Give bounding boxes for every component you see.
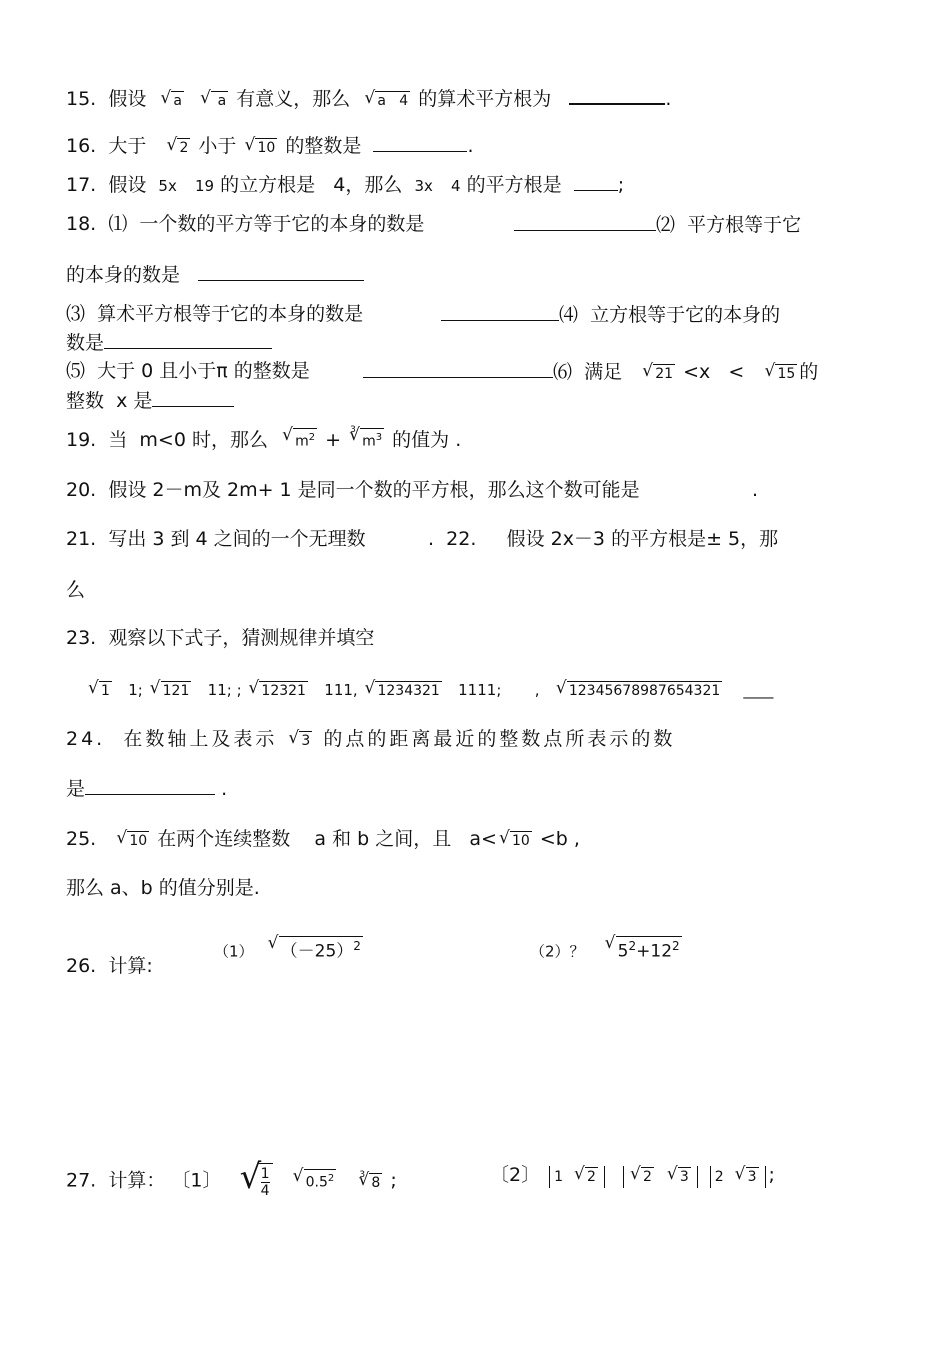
question-text: 的整数是 [285, 135, 362, 157]
punctuation-text: . [752, 479, 759, 501]
question-text: 的点的距离最近的整数点所表示的数 [323, 728, 676, 750]
radicand [304, 1169, 337, 1192]
root-index: √ 3 [359, 1169, 366, 1180]
sqrt-expression [248, 681, 308, 700]
radicand: 21 [655, 366, 674, 382]
radicand-text: a [217, 93, 227, 109]
absolute-value [623, 1166, 698, 1188]
radicand: 10 [129, 833, 148, 849]
radicand: a [173, 93, 183, 109]
question-23-pattern [86, 678, 773, 702]
root-index: √ 3 [350, 425, 356, 436]
radicand [616, 936, 682, 961]
answer-blank[interactable] [569, 85, 665, 105]
question-25 [66, 827, 580, 851]
sqrt-expression [364, 681, 441, 700]
punctuation: ; [617, 174, 625, 196]
part-label: （1） [214, 942, 254, 961]
radicand: 10 [511, 833, 530, 849]
sqrt-expression [605, 936, 682, 961]
radicand: 10 [257, 140, 276, 156]
question-number: 26. [66, 955, 97, 977]
part-label: （2）？ [530, 942, 585, 961]
question-17 [66, 172, 624, 198]
radicand: 2 [586, 1169, 596, 1185]
question-text: 有意义，那么 [236, 88, 351, 110]
radicand-text: m [295, 434, 309, 450]
radicand: 121 [162, 683, 190, 699]
question-text: 观察以下式子，猜测规律并填空 [108, 627, 375, 649]
question-text: 么 [66, 579, 86, 601]
question-text: 的平方根是 [466, 174, 562, 196]
punctuation: . [665, 88, 672, 110]
sqrt-expression [735, 1167, 759, 1186]
answer-blank[interactable] [198, 262, 364, 281]
radicand: 3 [301, 733, 311, 749]
part-label: ⑷ [559, 304, 579, 326]
question-text: 的值为 . [392, 429, 462, 451]
question-text: 的 [799, 361, 819, 383]
absolute-value [710, 1166, 766, 1188]
question-text: 的本身的数是 [66, 264, 181, 286]
question-18-line-5b [363, 359, 818, 384]
punctuation: . [467, 135, 474, 157]
radicand: 2 [642, 1169, 652, 1185]
radicand [258, 1163, 273, 1199]
punctuation: ; [768, 1164, 775, 1186]
question-number: 15. [66, 88, 97, 110]
sqrt-expression [160, 91, 184, 110]
radicand [211, 91, 228, 110]
sqrt-expression [150, 681, 192, 700]
sqrt-expression [282, 428, 317, 451]
radicand: 12345678987654321 [568, 683, 721, 699]
answer-blank[interactable] [373, 133, 467, 152]
question-23 [66, 626, 374, 650]
question-27-part-2 [490, 1163, 775, 1188]
part-label: ⑴ [108, 213, 128, 235]
question-24 [66, 727, 675, 751]
question-text: 大于 [108, 135, 147, 157]
question-number: 27. [66, 1169, 97, 1192]
question-text: 4，那么 [333, 174, 403, 196]
question-text: 平方根等于它 [687, 214, 802, 236]
pattern-value: 1111; [458, 681, 502, 699]
question-number: 16. [66, 135, 97, 157]
punctuation: , [534, 681, 540, 699]
sqrt-expression [288, 731, 312, 750]
question-text: 的算术平方根为 [418, 88, 552, 110]
sqrt-expression [667, 1167, 691, 1186]
question-18-line-3b [441, 302, 780, 327]
exponent: 2 [327, 1172, 335, 1184]
question-text: x 是 [116, 390, 153, 412]
question-text: <b , [539, 828, 580, 850]
question-text: 小于 [198, 135, 237, 157]
sqrt-expression [200, 91, 228, 110]
pattern-value: 111, [324, 681, 358, 699]
answer-blank[interactable] [363, 359, 553, 378]
radicand: 15 [777, 366, 796, 382]
part-label: 〔2〕 [490, 1164, 541, 1186]
radicand [279, 936, 363, 961]
question-26-part-2 [530, 936, 684, 964]
question-24-line-2 [66, 776, 227, 801]
radicand: 3 [679, 1169, 689, 1185]
sqrt-expression [642, 364, 675, 383]
punctuation: . [428, 528, 435, 550]
inequality: < [728, 361, 745, 383]
part-label: 〔1〕 [171, 1169, 222, 1192]
question-text: 假设 2x－3 的平方根是± 5，那 [506, 528, 779, 550]
sqrt-expression [244, 138, 277, 157]
question-text: 当 [108, 429, 128, 451]
question-26-part-1 [214, 936, 365, 964]
answer-blank[interactable] [104, 330, 272, 349]
question-18-line-6 [66, 388, 234, 413]
question-number: 22. [446, 528, 477, 550]
question-text: 在数轴上及表示 [123, 728, 278, 750]
sqrt-expression [268, 936, 363, 961]
question-25-line-2 [66, 876, 260, 900]
question-text: 大于 0 且小于π 的整数是 [97, 360, 310, 382]
abs-term: 2 [714, 1169, 724, 1185]
question-21 [66, 527, 366, 551]
answer-blank[interactable] [514, 212, 656, 231]
answer-blank[interactable]: ____ [743, 681, 774, 699]
exponent: 3 [375, 432, 383, 444]
radicand-text: +12 [636, 941, 673, 962]
expression: 4 [450, 177, 461, 195]
answer-blank[interactable] [85, 776, 215, 795]
expression: 3x [414, 177, 433, 195]
question-20 [66, 478, 640, 502]
question-text: 数是 [66, 332, 105, 354]
question-18-line-4 [66, 330, 272, 355]
question-text: 在两个连续整数 [157, 828, 291, 850]
expression: 19 [194, 177, 215, 195]
question-number: 20. [66, 479, 97, 501]
question-18-line-2 [66, 262, 364, 287]
punctuation: . [221, 778, 228, 800]
sqrt-expression [88, 681, 112, 700]
question-18-line-1b [514, 212, 801, 237]
cbrt-expression [358, 1169, 382, 1192]
radicand [293, 428, 317, 451]
question-text: 算术平方根等于它的本身的数是 [97, 303, 364, 325]
sqrt-fraction [240, 1163, 273, 1199]
exponent: 2 [308, 432, 316, 444]
question-18-line-1 [66, 212, 424, 236]
answer-blank[interactable] [574, 172, 618, 191]
sqrt-expression [574, 1167, 598, 1186]
radicand-text: a [377, 93, 386, 109]
question-number: 25. [66, 828, 97, 850]
question-text: 计算: [108, 955, 153, 977]
question-18-line-3 [66, 302, 363, 326]
question-text: a< [469, 828, 497, 850]
question-text: 写出 3 到 4 之间的一个无理数 [108, 528, 366, 550]
question-text: 一个数的平方等于它的本身的数是 [139, 213, 425, 235]
pattern-value: 11; ; [207, 681, 242, 699]
radicand-text: m [362, 434, 376, 450]
absolute-value [549, 1166, 605, 1188]
sqrt-expression [630, 1167, 654, 1186]
sqrt-expression [499, 831, 532, 850]
pattern-value: 1; [128, 681, 143, 699]
exponent: 2 [353, 939, 361, 953]
answer-blank[interactable] [441, 302, 559, 321]
radicand-text: （－25） [280, 941, 354, 962]
sqrt-expression [364, 91, 410, 110]
question-15 [66, 85, 671, 111]
question-text: 假设 2－m及 2m+ 1 是同一个数的平方根，那么这个数可能是 [108, 479, 640, 501]
question-27 [66, 1163, 397, 1199]
sqrt-expression [293, 1169, 337, 1192]
question-26 [66, 954, 153, 978]
abs-term: 1 [554, 1169, 564, 1185]
radicand [360, 428, 384, 451]
radicand [375, 91, 410, 110]
question-text: 满足 [584, 361, 623, 383]
part-label: ⑹ [553, 361, 573, 383]
numerator: √ 1 [260, 1166, 270, 1182]
question-number: 18. [66, 213, 97, 235]
question-22 [428, 527, 778, 551]
radicand: 1 [101, 683, 110, 699]
radicand: 3 [747, 1169, 757, 1185]
question-text: m<0 时，那么 [139, 429, 268, 451]
fraction [261, 1166, 270, 1199]
sqrt-expression [166, 138, 190, 157]
question-16 [66, 133, 474, 158]
question-19 [66, 425, 462, 452]
question-number: 23. [66, 627, 97, 649]
denominator: 4 [260, 1183, 270, 1199]
sqrt-expression [764, 364, 797, 383]
cbrt-expression [349, 425, 384, 451]
question-number: 21. [66, 528, 97, 550]
question-number: 19. [66, 429, 97, 451]
radicand-text: 4 [399, 93, 409, 109]
punctuation: ; [390, 1169, 397, 1192]
radicand: 12321 [261, 683, 306, 699]
operator: + [325, 429, 342, 451]
question-text: 假设 [108, 88, 147, 110]
part-label: ⑸ [66, 360, 86, 382]
radicand: 8 [371, 1174, 381, 1191]
sqrt-expression [556, 681, 722, 700]
exponent: 2 [672, 939, 680, 953]
radicand-text: 5 [617, 941, 629, 962]
question-18-line-5 [66, 359, 310, 383]
part-label: ⑵ [656, 214, 676, 236]
question-text: 整数 [66, 390, 105, 412]
sqrt-expression [116, 831, 149, 850]
answer-blank[interactable] [152, 388, 234, 407]
part-label: ⑶ [66, 303, 86, 325]
punctuation [752, 478, 758, 502]
question-number: 17. [66, 174, 97, 196]
question-number: 24. [66, 728, 106, 750]
inequality: <x [683, 361, 711, 383]
question-text: 假设 [108, 174, 147, 196]
question-text: 是 [66, 778, 86, 800]
radicand: 1234321 [377, 683, 440, 699]
question-22-line-2 [66, 578, 85, 602]
exponent: 2 [628, 939, 637, 953]
question-text: 计算： [108, 1169, 166, 1192]
radicand-text: 0.5 [305, 1174, 328, 1191]
question-text: 立方根等于它的本身的 [590, 304, 781, 326]
question-text: a 和 b 之间，且 [314, 828, 452, 850]
radicand: 2 [179, 140, 189, 156]
question-text: 的立方根是 [220, 174, 316, 196]
question-text: 那么 a、b 的值分别是. [66, 877, 260, 899]
expression: 5x [158, 177, 177, 195]
